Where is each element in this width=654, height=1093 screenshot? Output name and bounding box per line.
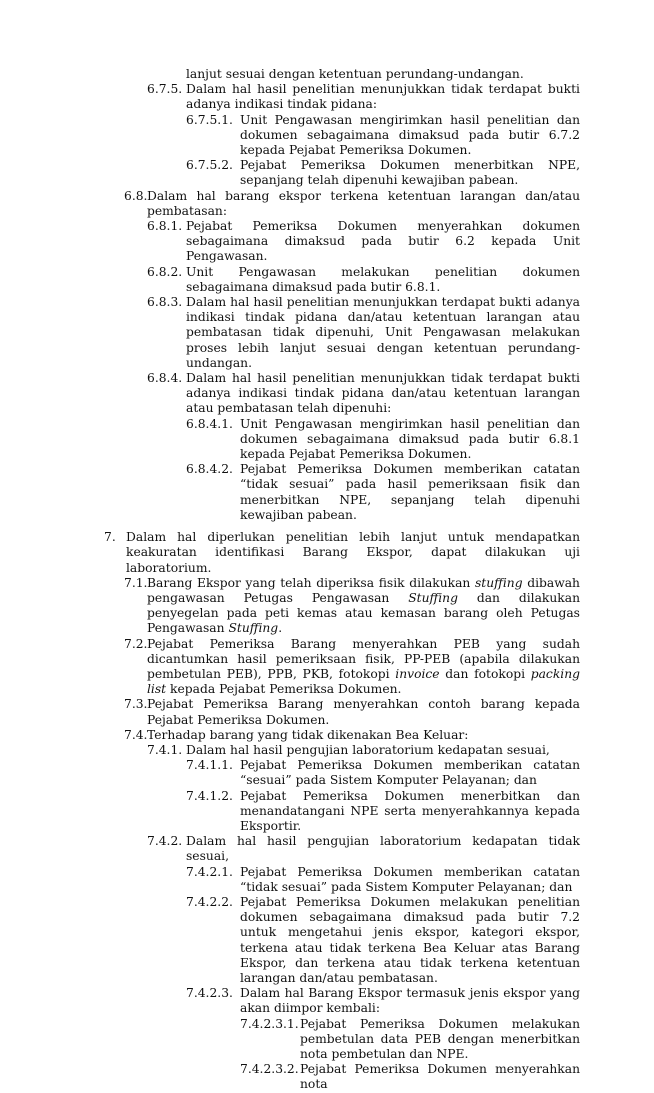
item-number: 6.8.3. (147, 295, 183, 310)
item-text: dan dilakukan penyegelan pada peti kemas atau kemasan barang oleh Petugas Pengawasan (147, 590, 580, 636)
item-text: Terhadap barang yang tidak dikenakan Bea Keluar: (147, 727, 469, 742)
item-text: Pejabat Pemeriksa Dokumen menyerahkan dokumen sebagaimana dimaksud pada butir 6.2 kepada Unit Pengawasan. (186, 219, 580, 264)
item-number: 7.4.1.1. (186, 758, 233, 773)
list-item (186, 758, 580, 788)
list-item (186, 113, 580, 159)
item-number: 7.1. (124, 575, 148, 590)
item-text: Dalam hal hasil penelitian menunjukkan terdapat bukti adanya indikasi tindak pidana dan/atau ketentuan larangan atau pembatasan tidak dipenuhi, Unit Pengawasan melakukan proses lebih lanjut sesuai dengan ketentuan perundang-undangan. (186, 295, 580, 370)
item-number: 6.8.4.1. (186, 416, 233, 431)
item-text: lanjut sesuai dengan ketentuan perundang-undangan. (186, 67, 524, 81)
list-item (147, 82, 580, 112)
italic-term: packing list (147, 666, 580, 697)
item-number: 6.8.4. (147, 371, 183, 386)
list-item (186, 417, 580, 463)
item-text: Unit Pengawasan mengirimkan hasil penelitian dan dokumen sebagaimana dimaksud pada butir 6.8.1 kepada Pejabat Pemeriksa Dokumen. (240, 416, 580, 462)
item-number: 6.8.4.2. (186, 462, 233, 477)
list-item (124, 697, 580, 727)
item-text: . (278, 621, 283, 636)
list-item (124, 189, 580, 219)
list-item (124, 637, 580, 698)
item-text: Dalam hal Barang Ekspor termasuk jenis ekspor yang akan diimpor kembali: (240, 986, 580, 1016)
item-text: Dalam hal hasil penelitian menunjukkan tidak terdapat bukti adanya indikasi tindak pidana dan/atau ketentuan larangan atau pembatasan telah dipenuhi: (186, 371, 580, 416)
list-item (186, 789, 580, 835)
item-text: Pejabat Pemeriksa Barang menyerahkan contoh barang kepada Pejabat Pemeriksa Dokumen. (147, 697, 580, 727)
item-number: 6.8. (124, 188, 148, 203)
item-number: 7.4.2. (147, 834, 183, 849)
list-item (186, 895, 580, 986)
item-number: 7.4.1. (147, 742, 183, 757)
item-text: Dalam hal diperlukan penelitian lebih lanjut untuk mendapatkan keakuratan identifikasi Barang Ekspor, dapat dilakukan uji laboratorium. (126, 530, 580, 575)
item-number: 6.8.1. (147, 219, 183, 234)
item-text: Pejabat Pemeriksa Dokumen menyerahkan nota (300, 1062, 580, 1092)
list-item (104, 530, 580, 576)
list-item (147, 219, 580, 265)
item-text: Unit Pengawasan melakukan penelitian dokumen sebagaimana dimaksud pada butir 6.8.1. (186, 264, 580, 294)
item-number: 6.7.5.2. (186, 158, 233, 173)
italic-term: stuffing (474, 575, 523, 590)
item-text: Unit Pengawasan mengirimkan hasil penelitian dan dokumen sebagaimana dimaksud pada butir 6.7.2 kepada Pejabat Pemeriksa Dokumen. (240, 112, 580, 158)
item-text: Dalam hal barang ekspor terkena ketentuan larangan dan/atau pembatasan: (147, 188, 580, 218)
item-number: 7.3. (124, 697, 148, 712)
list-item (147, 67, 580, 82)
item-number: 7.4.2.3.2. (240, 1062, 299, 1077)
item-text: Pejabat Pemeriksa Dokumen melakukan penelitian dokumen sebagaimana dimaksud pada butir 7.2 untuk mengetahui jenis ekspor, kategori ekspor, terkena atau tidak terkena Bea Keluar atas Barang Ekspor, dan terkena atau tidak terkena ketentuan larangan dan/atau pembatasan. (240, 894, 580, 985)
item-text: Barang Ekspor yang telah diperiksa fisik dilakukan (147, 575, 475, 590)
item-number: 7.4.2.3.1. (240, 1016, 299, 1031)
list-item (124, 728, 580, 743)
list-item (124, 576, 580, 637)
list-item (240, 1017, 580, 1063)
italic-term: invoice (395, 666, 440, 681)
list-item (240, 1062, 580, 1092)
item-number: 6.7.5. (147, 82, 183, 97)
item-text: Pejabat Pemeriksa Dokumen menerbitkan dan menandatangani NPE serta menyerahkannya kepada Eksportir. (240, 788, 580, 833)
item-text: Dalam hal hasil pengujian laboratorium kedapatan sesuai, (186, 742, 550, 757)
item-number: 7.4.2.1. (186, 864, 233, 879)
list-item (186, 865, 580, 895)
list-item (147, 265, 580, 295)
item-number: 7.4.2.3. (186, 986, 233, 1001)
list-item (147, 295, 580, 371)
list-item (186, 462, 580, 523)
item-number: 7.4.2.2. (186, 894, 233, 909)
italic-term: Stuffing (228, 621, 279, 636)
item-text: Pejabat Pemeriksa Dokumen memberikan catatan “sesuai” pada Sistem Komputer Pelayanan; dan (240, 758, 580, 788)
item-text: dibawah pengawasan Petugas Pengawasan (147, 575, 580, 605)
item-text: Pejabat Pemeriksa Dokumen memberikan catatan “tidak sesuai” pada hasil pemeriksaan fisik dan menerbitkan NPE, sepanjang telah dipenuhi kewajiban pabean. (240, 462, 580, 522)
item-text: Pejabat Pemeriksa Dokumen menerbitkan NPE, sepanjang telah dipenuhi kewajiban pabean. (240, 158, 580, 188)
item-number: 6.7.5.1. (186, 112, 233, 127)
item-number: 6.8.2. (147, 264, 183, 279)
item-number: 7. (104, 530, 116, 545)
item-text: Pejabat Pemeriksa Barang menyerahkan PEB yang sudah dicantumkan hasil pemeriksaan fisik, PP-PEB (apabila dilakukan pembetulan PEB), PPB, PKB, fotokopi (147, 636, 580, 681)
item-text: dan fotokopi (439, 666, 531, 681)
item-text: Dalam hal hasil penelitian menunjukkan tidak terdapat bukti adanya indikasi tindak pidana: (186, 82, 580, 112)
list-item (186, 986, 580, 1016)
item-text: Dalam hal hasil pengujian laboratorium kedapatan tidak sesuai, (186, 834, 580, 864)
list-item (147, 743, 580, 758)
item-number: 7.4. (124, 727, 148, 742)
item-number: 7.4.1.2. (186, 788, 233, 803)
item-text: Pejabat Pemeriksa Dokumen melakukan pembetulan data PEB dengan menerbitkan nota pembetulan dan NPE. (300, 1016, 580, 1061)
item-text: Pejabat Pemeriksa Dokumen memberikan catatan “tidak sesuai” pada Sistem Komputer Pelayanan; dan (240, 864, 580, 894)
list-item (186, 158, 580, 188)
list-item (147, 834, 580, 864)
italic-term: Stuffing (408, 590, 458, 605)
document-page (0, 67, 654, 1093)
item-text: kepada Pejabat Pemeriksa Dokumen. (166, 682, 402, 697)
item-number: 7.2. (124, 636, 148, 651)
list-item (147, 371, 580, 417)
